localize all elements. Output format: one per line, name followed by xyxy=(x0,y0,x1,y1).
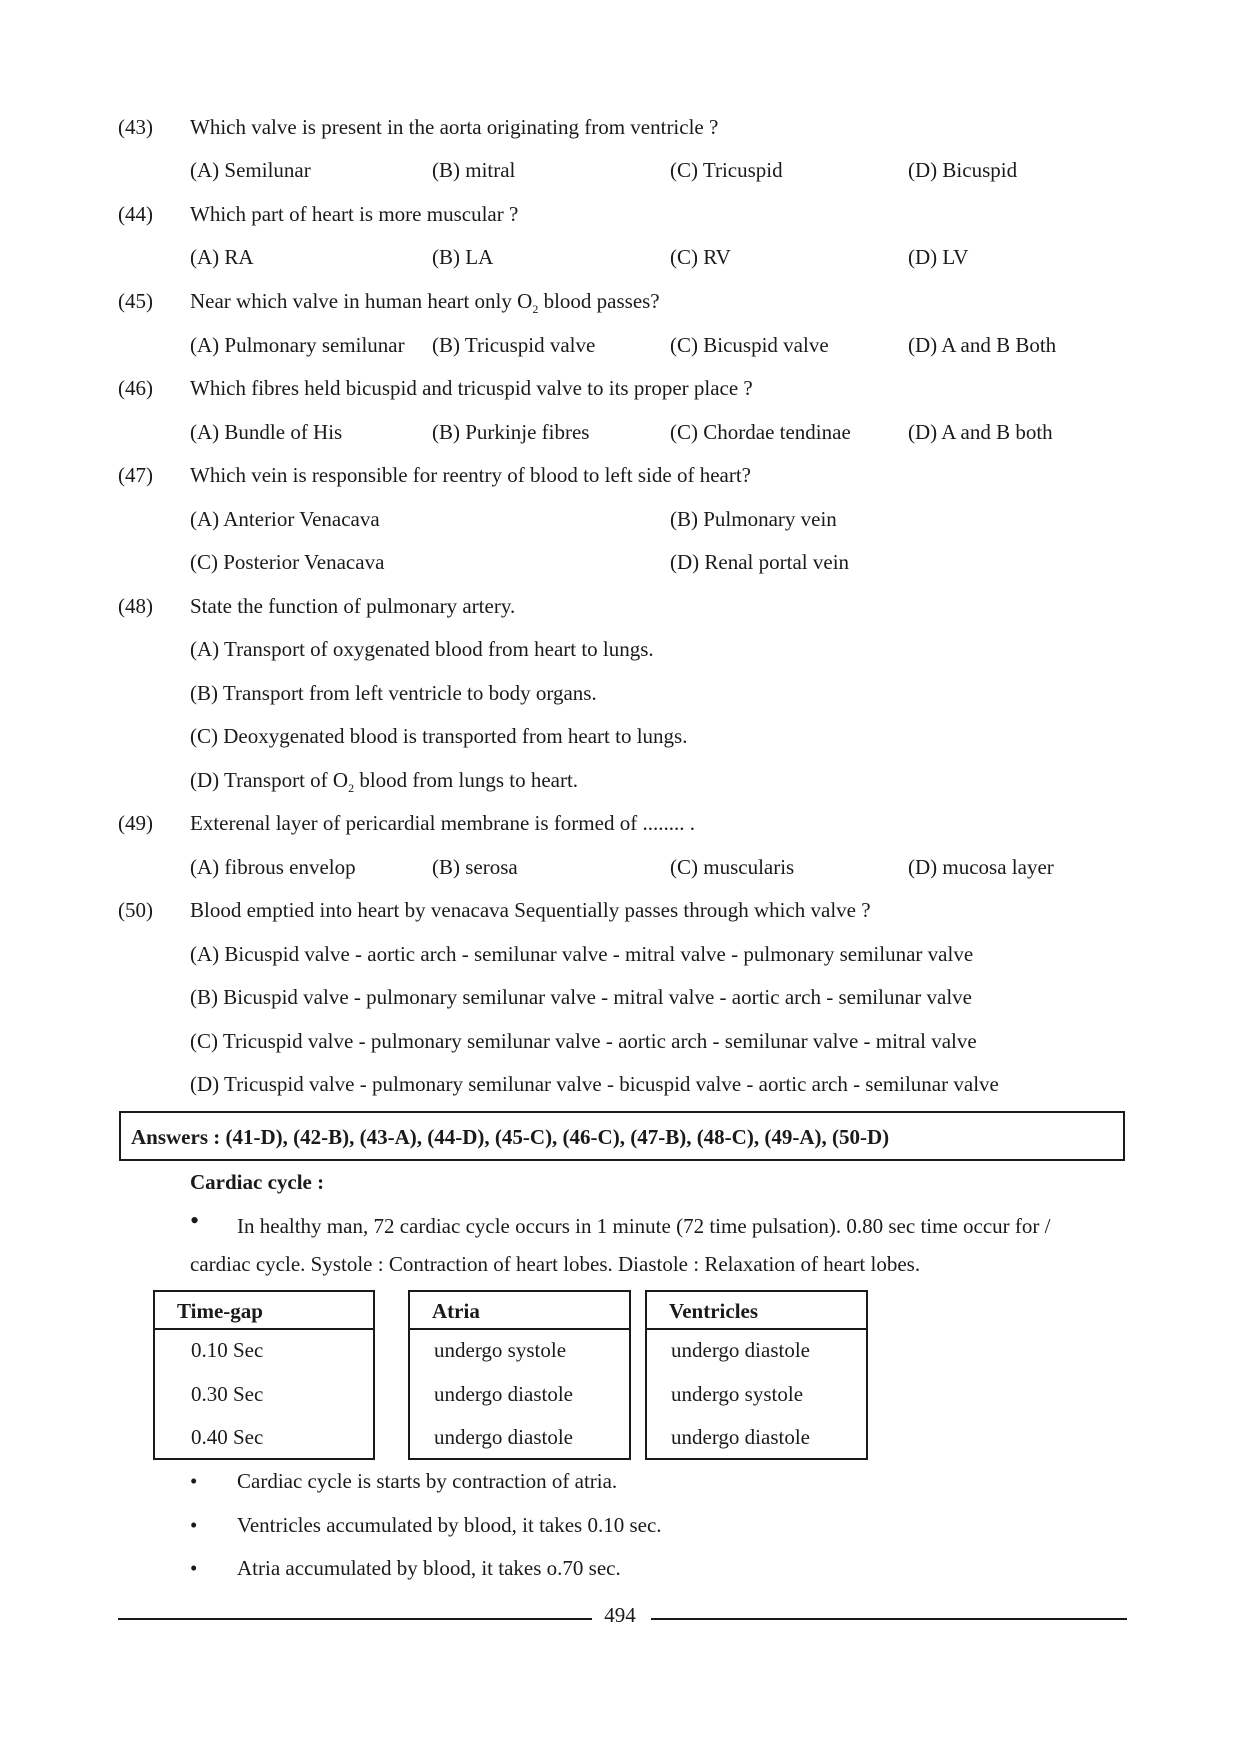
option-a: (A) Pulmonary semilunar xyxy=(190,333,405,357)
question-number: (47) xyxy=(118,463,153,487)
option-b: (B) LA xyxy=(432,245,494,269)
subscript: 2 xyxy=(532,302,539,316)
table-header xyxy=(647,1292,866,1330)
question-text: Which part of heart is more muscular ? xyxy=(190,202,519,226)
table-cell: 0.10 Sec xyxy=(191,1338,264,1362)
option-c: (C) Deoxygenated blood is transported from heart to lungs. xyxy=(190,724,688,748)
option-a: (A) Bundle of His xyxy=(190,420,343,444)
intro-text: cardiac cycle. Systole : Contraction of heart lobes. Diastole : Relaxation of heart lobes. xyxy=(190,1252,921,1276)
option-a: (A) Anterior Venacava xyxy=(190,507,380,531)
table-cell: undergo diastole xyxy=(671,1425,811,1449)
question-text: Which fibres held bicuspid and tricuspid valve to its proper place ? xyxy=(190,376,753,400)
option-c: (C) Tricuspid valve - pulmonary semilunar valve - aortic arch - semilunar valve - mitral valve xyxy=(190,1029,977,1053)
subscript: 2 xyxy=(348,781,355,795)
section-heading: Cardiac cycle : xyxy=(190,1170,325,1194)
option-c: (C) Tricuspid xyxy=(670,158,783,182)
time-gap-table xyxy=(153,1290,375,1460)
table-cell: undergo systole xyxy=(671,1382,804,1406)
option-c: (C) Chordae tendinae xyxy=(670,420,851,444)
option-b: (B) mitral xyxy=(432,158,516,182)
option-b: (B) Pulmonary vein xyxy=(670,507,837,531)
option-a: (A) RA xyxy=(190,245,254,269)
option-a: (A) Semilunar xyxy=(190,158,311,182)
option-d xyxy=(190,767,578,793)
note-text: Atria accumulated by blood, it takes o.70 sec. xyxy=(237,1556,621,1580)
question-text: State the function of pulmonary artery. xyxy=(190,594,516,618)
option-d: (D) A and B Both xyxy=(908,333,1057,357)
option-c: (C) Bicuspid valve xyxy=(670,333,829,357)
option-b: (B) Transport from left ventricle to body organs. xyxy=(190,681,597,705)
table-cell: undergo systole xyxy=(434,1338,567,1362)
option-text-part: blood from lungs to heart. xyxy=(354,768,579,792)
answers-box xyxy=(119,1111,1125,1161)
footer-rule-left xyxy=(118,1618,592,1620)
table-cell: undergo diastole xyxy=(434,1382,574,1406)
option-c: (C) muscularis xyxy=(670,855,795,879)
table-cell: undergo diastole xyxy=(434,1425,574,1449)
option-b: (B) Purkinje fibres xyxy=(432,420,590,444)
question-number: (45) xyxy=(118,289,153,313)
table-cell: undergo diastole xyxy=(671,1338,811,1362)
question-number: (43) xyxy=(118,115,153,139)
table-header xyxy=(410,1292,629,1330)
table-cell: 0.40 Sec xyxy=(191,1425,264,1449)
option-b: (B) serosa xyxy=(432,855,518,879)
option-d: (D) Renal portal vein xyxy=(670,550,850,574)
question-number: (46) xyxy=(118,376,153,400)
question-text: Which vein is responsible for reentry of blood to left side of heart? xyxy=(190,463,751,487)
table-header-label: Atria xyxy=(432,1299,480,1323)
answers-text: Answers : (41-D), (42-B), (43-A), (44-D), (45-C), (46-C), (47-B), (48-C), (49-A), (50-D) xyxy=(131,1125,890,1149)
question-text-part: blood passes? xyxy=(538,289,660,313)
option-c: (C) RV xyxy=(670,245,731,269)
option-b: (B) Tricuspid valve xyxy=(432,333,596,357)
option-d: (D) A and B both xyxy=(908,420,1053,444)
table-header-label: Ventricles xyxy=(669,1299,759,1323)
bullet-icon: • xyxy=(190,1556,198,1580)
question-number: (50) xyxy=(118,898,153,922)
question-text: Blood emptied into heart by venacava Sequentially passes through which valve ? xyxy=(190,898,871,922)
option-a: (A) Transport of oxygenated blood from heart to lungs. xyxy=(190,637,654,661)
table-cell: 0.30 Sec xyxy=(191,1382,264,1406)
question-number: (44) xyxy=(118,202,153,226)
option-b: (B) Bicuspid valve - pulmonary semilunar valve - mitral valve - aortic arch - semilunar valve xyxy=(190,985,972,1009)
ventricles-table xyxy=(645,1290,868,1460)
bullet-icon: • xyxy=(190,1469,198,1493)
option-d: (D) LV xyxy=(908,245,969,269)
bullet-icon: • xyxy=(190,1206,200,1235)
note-text: Cardiac cycle is starts by contraction of atria. xyxy=(237,1469,618,1493)
question-number: (48) xyxy=(118,594,153,618)
option-text-part: (D) Transport of O xyxy=(190,768,349,792)
option-d: (D) Tricuspid valve - pulmonary semilunar valve - bicuspid valve - aortic arch - semilunar valve xyxy=(190,1072,999,1096)
option-c: (C) Posterior Venacava xyxy=(190,550,385,574)
question-text: Exterenal layer of pericardial membrane is formed of ........ . xyxy=(190,811,695,835)
bullet-icon: • xyxy=(190,1513,198,1537)
table-header xyxy=(155,1292,373,1330)
option-d: (D) mucosa layer xyxy=(908,855,1054,879)
question-number: (49) xyxy=(118,811,153,835)
page-number: 494 xyxy=(604,1603,636,1627)
table-header-label: Time-gap xyxy=(177,1299,263,1323)
question-text xyxy=(190,288,660,314)
footer-rule-right xyxy=(651,1618,1127,1620)
option-d: (D) Bicuspid xyxy=(908,158,1018,182)
question-text-part: Near which valve in human heart only O xyxy=(190,289,533,313)
option-a: (A) Bicuspid valve - aortic arch - semilunar valve - mitral valve - pulmonary semilunar valve xyxy=(190,942,974,966)
note-text: Ventricles accumulated by blood, it takes 0.10 sec. xyxy=(237,1513,662,1537)
question-text: Which valve is present in the aorta originating from ventricle ? xyxy=(190,115,719,139)
atria-table xyxy=(408,1290,631,1460)
option-a: (A) fibrous envelop xyxy=(190,855,356,879)
intro-text: In healthy man, 72 cardiac cycle occurs in 1 minute (72 time pulsation). 0.80 sec time occur for / xyxy=(237,1214,1051,1238)
